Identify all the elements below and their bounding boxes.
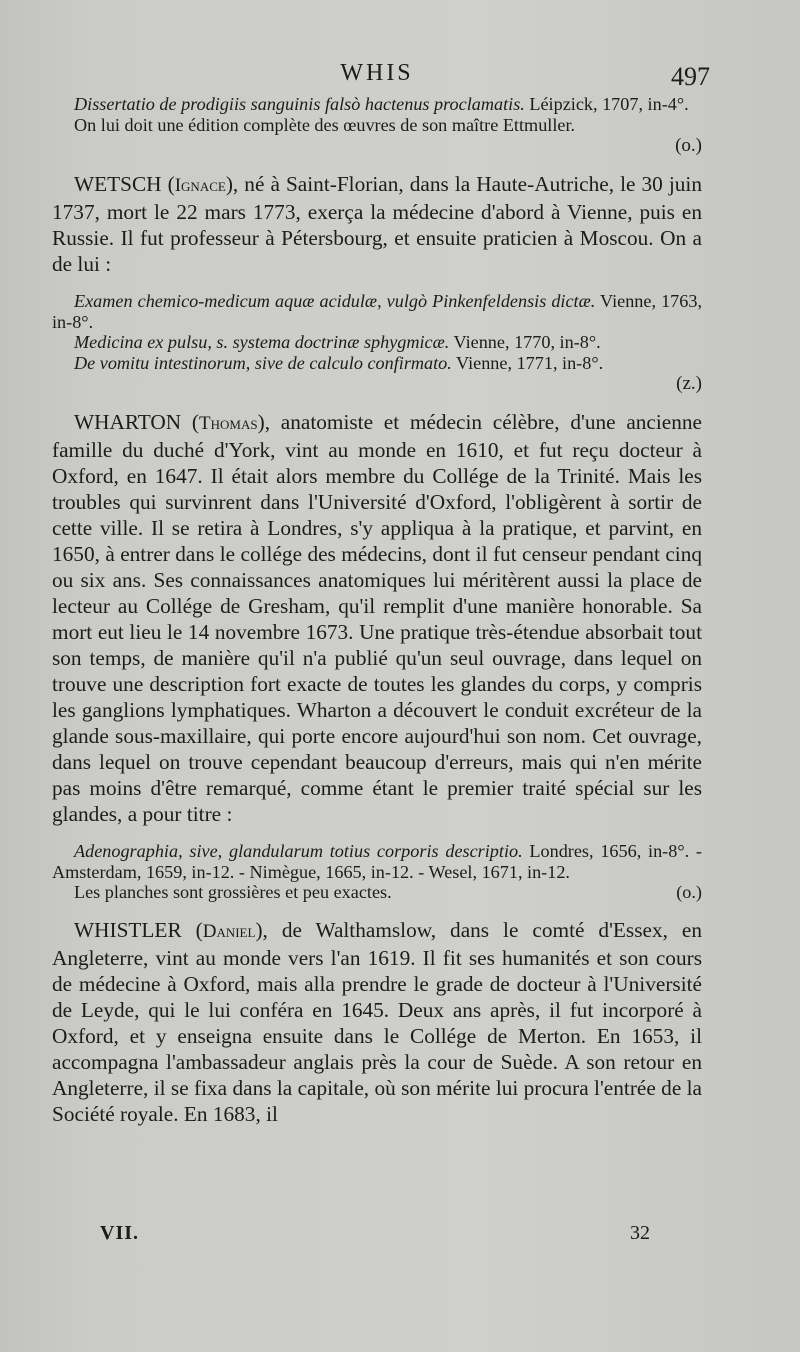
bibliography-item [52, 332, 702, 353]
volume-number: VII. [100, 1222, 140, 1244]
running-title: WHIS [340, 60, 414, 86]
work-publication: Vienne, 1763, in-8°. [52, 291, 702, 332]
entry-forename: Thomas [199, 413, 258, 434]
work-title: Dissertatio de prodigiis sanguinis falsò hactenus proclamatis. [74, 94, 525, 114]
entry-note-text: Les planches sont grossières et peu exactes. [74, 882, 392, 902]
bibliography-item [52, 94, 702, 115]
work-title: Examen chemico-medicum aquæ acidulæ, vulgò Pinkenfeldensis dictæ. [74, 291, 596, 311]
entry-note: On lui doit une édition complète des œuvres de son maître Ettmuller. [74, 114, 576, 135]
work-publication: Londres, 1656, in-8°. - Amsterdam, 1659, in-12. - Nimègue, 1665, in-12. - Wesel, 1671, in-12. [52, 841, 702, 882]
bibliography [52, 841, 702, 882]
signature-mark: 32 [630, 1222, 650, 1244]
bibliography [52, 291, 702, 373]
entry-body: , de Walthamslow, dans le comté d'Essex, en Angleterre, vint au monde vers l'an 1619. Il fit ses humanités et son cours de médecine à Oxford, mais alla prendre le grade de docteur à l'Université de Leyde, qui le lui conféra en 1645. Deux ans après, il fut incorporé à Oxford, et y enseigna ensuite dans le Collége de Merton. En 1653, il accompagna l'ambassadeur anglais près la cour de Suède. A son retour en Angleterre, il se fixa dans la capitale, où son mérite lui procura l'entrée de la Société royale. En 1683, il [52, 917, 702, 1126]
entry-name: WHARTON [74, 410, 182, 434]
entry-forename: Ignace [174, 175, 226, 196]
entry-wharton [52, 409, 702, 903]
author-signature: (z.) [676, 373, 702, 394]
bibliography-item [52, 291, 702, 332]
work-publication: Vienne, 1771, in-8°. [451, 352, 604, 373]
page-header [52, 60, 710, 94]
work-publication: Léipzick, 1707, in-4°. [524, 94, 689, 114]
work-title: Adenographia, sive, glandularum totius corporis descriptio. [74, 841, 523, 861]
previous-entry-continuation [52, 94, 702, 157]
author-signature: (o.) [675, 135, 702, 156]
page-number: 497 [671, 62, 710, 91]
work-title: Medicina ex pulsu, s. systema doctrinæ sphygmicæ. [74, 332, 450, 352]
author-signature: (o.) [676, 882, 702, 902]
entry-forename: Daniel [202, 920, 256, 942]
entry-name: WHISTLER [74, 917, 182, 942]
entry-text: WHARTON (Thomas), anatomiste et médecin célèbre, d'une ancienne famille du duché d'York, vint au monde en 1610, et fut reçu docteur à Oxford, en 1647. Il était alors membre du Collége de la Trinité. Mais les troubles qui survinrent dans l'Université d'Oxford, l'obligèrent à sortir de cette ville. Il se retira à Londres, s'y appliqua à la pratique, et parvint, en 1650, à entrer dans le collége des médecins, dont il fut censeur pendant cinq ou six ans. Ses connaissances anatomiques lui méritèrent aussi la place de lecteur au Collége de Gresham, qu'il remplit d'une manière honorable. Sa mort eut lieu le 14 novembre 1673. Une pratique très-étendue absorbait tout son temps, de manière qu'il n'a publié qu'un seul ouvrage, dans lequel on trouve une description fort exacte de toutes les glandes du corps, y compris les ganglions lymphatiques. Wharton a découvert le conduit excréteur de la glande sous-maxillaire, qui porte encore aujourd'hui son nom. Cet ouvrage, dans lequel on trouve cependant beaucoup d'erreurs, mais qui n'en mérite pas moins d'être remarqué, comme étant le premier traité spécial sur les glandes, a pour titre : [52, 410, 702, 826]
entry-note [52, 882, 702, 903]
entry-whistler [52, 917, 702, 1127]
bibliography-item [52, 841, 702, 882]
entry-body: , né à Saint-Florian, dans la Haute-Autriche, le 30 juin 1737, mort le 22 mars 1773, exerça la médecine d'abord à Vienne, puis en Russie. Il fut professeur à Pétersbourg, et ensuite praticien à Moscou. On a de lui : [52, 172, 702, 276]
entry-wetsch [52, 171, 702, 395]
entry-text: WHISTLER (Daniel), de Walthamslow, dans le comté d'Essex, en Angleterre, vint au monde vers l'an 1619. Il fit ses humanités et son cours de médecine à Oxford, mais alla prendre le grade de docteur à l'Université de Leyde, qui le lui conféra en 1645. Deux ans après, il fut incorporé à Oxford, et y enseigna ensuite dans le Collége de Merton. En 1653, il accompagna l'ambassadeur anglais près la cour de Suède. A son retour en Angleterre, il se fixa dans la capitale, où son mérite lui procura l'entrée de la Société royale. En 1683, il [52, 917, 702, 1126]
entry-text: WETSCH (Ignace), né à Saint-Florian, dans la Haute-Autriche, le 30 juin 1737, mort le 22 mars 1773, exerça la médecine d'abord à Vienne, puis en Russie. Il fut professeur à Pétersbourg, et ensuite praticien à Moscou. On a de lui : [52, 172, 702, 276]
bibliography-item [52, 353, 702, 374]
entry-body: , anatomiste et médecin célèbre, d'une ancienne famille du duché d'York, vint au monde en 1610, et fut reçu docteur à Oxford, en 1647. Il était alors membre du Collége de la Trinité. Mais les troubles qui survinrent dans l'Université d'Oxford, l'obligèrent à sortir de cette ville. Il se retira à Londres, s'y appliqua à la pratique, et parvint, en 1650, à entrer dans le collége des médecins, dont il fut censeur pendant cinq ou six ans. Ses connaissances anatomiques lui méritèrent aussi la place de lecteur au Collége de Gresham, qu'il remplit d'une manière honorable. Sa mort eut lieu le 14 novembre 1673. Une pratique très-étendue absorbait tout son temps, de manière qu'il n'a publié qu'un seul ouvrage, dans lequel on trouve une description fort exacte de toutes les glandes du corps, y compris les ganglions lymphatiques. Wharton a découvert le conduit excréteur de la glande sous-maxillaire, qui porte encore aujourd'hui son nom. Cet ouvrage, dans lequel on trouve cependant beaucoup d'erreurs, mais qui n'en mérite pas moins d'être remarqué, comme étant le premier traité spécial sur les glandes, a pour titre : [52, 410, 702, 826]
entry-name: WETSCH [74, 172, 162, 196]
work-publication: Vienne, 1770, in-8°. [449, 332, 601, 352]
page-footer [100, 1222, 650, 1252]
work-title: De vomitu intestinorum, sive de calculo confirmato. [74, 352, 452, 373]
